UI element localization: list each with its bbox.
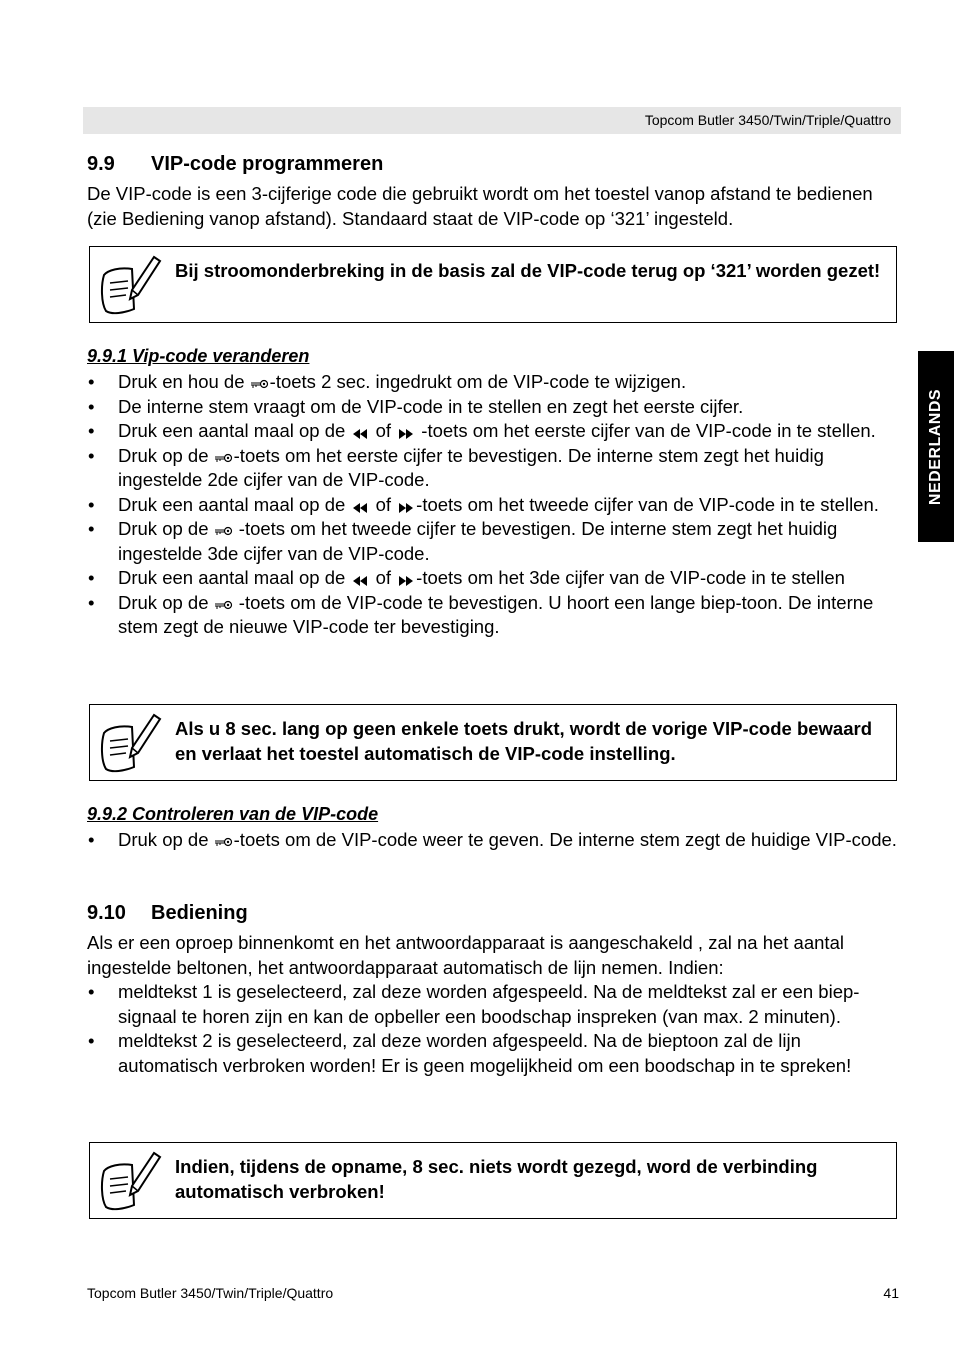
forward-icon: [396, 500, 416, 514]
section-title: Bediening: [151, 902, 248, 924]
note-box: [89, 246, 897, 323]
vip-key-icon: [214, 835, 234, 849]
note-box: [89, 704, 897, 781]
list-item: [87, 370, 902, 395]
list-text: Druk op de: [118, 518, 214, 539]
list-item: • meldtekst 1 is geselecteerd, zal deze worden afgespeeld. Na de meldtekst zal er een biep-signaal te horen zijn en kan de opbeller een boodschap inspreken (van max. 2 minuten).: [87, 980, 902, 1029]
list-text: Druk een aantal maal op de: [118, 493, 351, 515]
list-text: -toets om het eerste cijfer te bevestigen. De interne stem zegt het huidig ingestelde 2de cijfer van de VIP-code.: [118, 444, 824, 490]
note-text: Indien, tijdens de opname, 8 sec. niets wordt gezegd, word de verbinding automatisch verbroken!: [175, 1156, 818, 1202]
section-intro: De VIP-code is een 3-cijferige code die gebruikt wordt om het toestel vanop afstand te bedienen (zie Bediening vanop afstand). Standaard staat de VIP-code op ‘321’ ingesteld.: [87, 183, 873, 229]
list-text: -toets om het tweede cijfer te bevestigen. De interne stem zegt het huidig ingestelde 3de cijfer van de VIP-code.: [118, 518, 838, 564]
language-tab-label: NEDERLANDS: [927, 388, 944, 505]
bullet-list-9-9-1: [87, 370, 902, 640]
note-box: [89, 1142, 897, 1219]
list-text: Druk op de: [118, 829, 214, 850]
pen-note-icon: [98, 711, 162, 775]
list-text: -toets om de VIP-code te bevestigen. U hoort een lange biep-toon. De interne stem zegt de nieuwe VIP-code ter bevestiging.: [118, 591, 874, 637]
vip-key-icon: [214, 451, 234, 465]
list-item: [87, 566, 902, 591]
vip-key-icon: [214, 524, 234, 538]
list-item: • meldtekst 2 is geselecteerd, zal deze worden afgespeeld. Na de bieptoon zal de lijn automatisch verbroken worden! Er is geen mogelijkheid om een boodschap in te spreken!: [87, 1029, 902, 1078]
bullet-list-9-9-2: [87, 828, 902, 853]
vip-key-icon: [250, 377, 270, 391]
forward-icon: [396, 573, 416, 587]
page-number: 41: [883, 1285, 899, 1301]
section-title: VIP-code programmeren: [151, 153, 384, 175]
list-text: Druk op de: [118, 591, 214, 613]
rewind-icon: [350, 500, 370, 514]
list-item: [87, 591, 902, 640]
section-heading-9-10: [87, 901, 248, 925]
rewind-icon: [350, 573, 370, 587]
list-text: Druk een aantal maal op de: [118, 420, 351, 441]
list-text: -toets om het eerste cijfer van de VIP-code in te stellen.: [416, 420, 876, 441]
list-text: of: [370, 493, 397, 515]
forward-icon: [396, 426, 416, 440]
list-item: [87, 444, 902, 493]
list-text: -toets om het 3de cijfer van de VIP-code in te stellen: [416, 567, 845, 588]
pen-note-icon: [98, 1149, 162, 1213]
subsection-heading-9-9-1: 9.9.1 Vip-code veranderen: [87, 346, 310, 366]
list-text: -toets 2 sec. ingedrukt om de VIP-code te wijzigen.: [269, 371, 687, 392]
list-text: -toets om het tweede cijfer van de VIP-code in te stellen.: [416, 493, 879, 515]
page-header: [83, 107, 901, 134]
section-intro: Als er een oproep binnenkomt en het antwoordapparaat is aangeschakeld , zal na het aantal ingestelde beltonen, het antwoordapparaat automatisch de lijn nemen. Indien:: [87, 932, 844, 978]
list-text: Druk een aantal maal op de: [118, 567, 351, 588]
list-text: of: [370, 567, 397, 588]
list-text: Druk en hou de: [118, 371, 250, 392]
header-title: Topcom Butler 3450/Twin/Triple/Quattro: [644, 112, 891, 128]
list-item: [87, 493, 902, 518]
footer-title: Topcom Butler 3450/Twin/Triple/Quattro: [87, 1285, 334, 1301]
section-heading-9-9: [87, 152, 383, 176]
list-text: of: [370, 420, 397, 441]
section-number: 9.10: [87, 902, 126, 924]
section-number: 9.9: [87, 153, 115, 175]
list-item: [87, 419, 902, 444]
language-tab: [918, 351, 954, 542]
vip-key-icon: [214, 598, 234, 612]
rewind-icon: [350, 426, 370, 440]
list-text: -toets om de VIP-code weer te geven. De interne stem zegt de huidige VIP-code.: [233, 829, 897, 850]
list-text: Druk op de: [118, 444, 214, 466]
bullet-list-9-10: [87, 980, 902, 1078]
list-item: [87, 828, 902, 853]
list-item: [87, 517, 902, 566]
list-item: • De interne stem vraagt om de VIP-code in te stellen en zegt het eerste cijfer.: [87, 395, 902, 420]
note-text: Als u 8 sec. lang op geen enkele toets drukt, wordt de vorige VIP-code bewaard en verlaat het toestel automatisch de VIP-code instelling.: [175, 718, 873, 764]
pen-note-icon: [98, 253, 162, 317]
subsection-heading-9-9-2: 9.9.2 Controleren van de VIP-code: [87, 804, 379, 824]
note-text: Bij stroomonderbreking in de basis zal de VIP-code terug op ‘321’ worden gezet!: [175, 260, 881, 281]
